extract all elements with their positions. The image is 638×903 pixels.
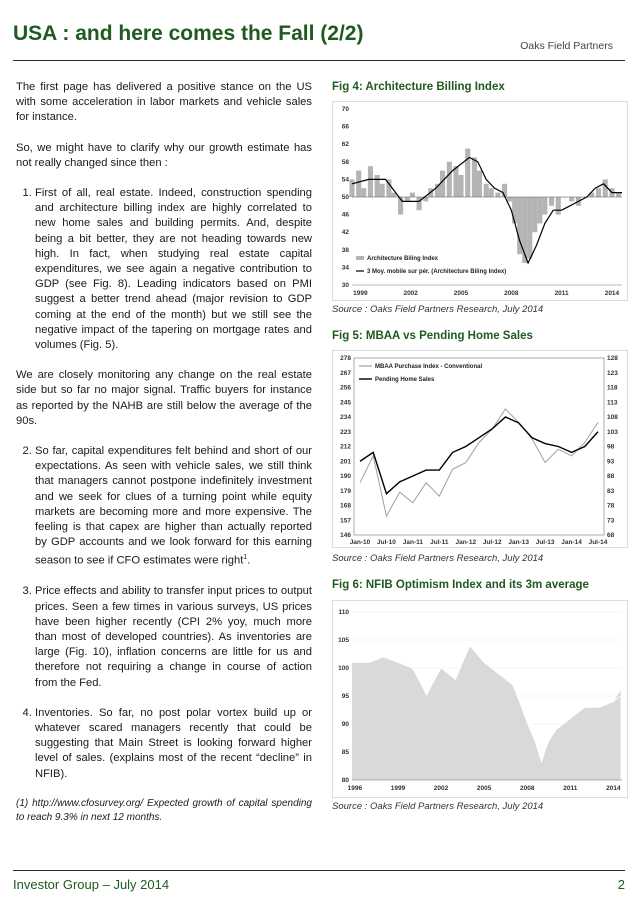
footer-label: Investor Group – July 2014 bbox=[13, 877, 170, 892]
y-right-tick-label: 68 bbox=[607, 532, 615, 539]
x-tick-label: 2014 bbox=[606, 785, 621, 792]
legend-label-pending: Pending Home Sales bbox=[375, 377, 435, 383]
y-tick-label: 42 bbox=[341, 229, 349, 237]
x-tick-label: Jul-11 bbox=[430, 539, 449, 546]
legend-label-line: 3 Moy. mobile sur pér. (Architecture Biling Index) bbox=[367, 269, 507, 275]
bar bbox=[616, 193, 621, 197]
y-right-tick-label: 123 bbox=[607, 369, 618, 377]
y-right-tick-label: 78 bbox=[607, 502, 615, 510]
y-right-tick-label: 93 bbox=[607, 458, 615, 466]
x-tick-label: Jul-13 bbox=[535, 539, 555, 546]
x-tick-label: Jul-12 bbox=[482, 539, 502, 546]
bar bbox=[489, 188, 494, 197]
y-right-tick-label: 128 bbox=[607, 355, 618, 362]
y-left-tick-label: 278 bbox=[340, 355, 351, 362]
legend-label-mbaa: MBAA Purchase Index - Conventional bbox=[375, 364, 483, 370]
fig6-chart bbox=[332, 600, 628, 798]
x-tick-label: 2002 bbox=[433, 785, 449, 792]
y-left-tick-label: 267 bbox=[340, 369, 351, 377]
x-tick-label: 1999 bbox=[390, 785, 406, 792]
fig5-source: Source : Oaks Field Partners Research, July 2014 bbox=[332, 553, 544, 564]
bar bbox=[349, 179, 354, 197]
x-tick-label: 2005 bbox=[453, 290, 469, 297]
page-number: 2 bbox=[617, 877, 625, 892]
x-tick-label: 2005 bbox=[476, 785, 492, 792]
fig4-title: Fig 4: Architecture Billing Index bbox=[332, 81, 505, 93]
bar bbox=[484, 184, 489, 197]
bar bbox=[507, 197, 512, 201]
bar bbox=[380, 184, 385, 197]
bar bbox=[495, 193, 500, 197]
bar bbox=[405, 197, 410, 201]
y-right-tick-label: 108 bbox=[607, 414, 618, 421]
capex-end: . bbox=[247, 555, 251, 568]
fig6-source: Source : Oaks Field Partners Research, July 2014 bbox=[332, 801, 544, 812]
y-left-tick-label: 212 bbox=[340, 443, 351, 451]
x-tick-label: 2008 bbox=[519, 785, 535, 792]
y-right-tick-label: 103 bbox=[607, 428, 618, 436]
bar bbox=[537, 197, 542, 223]
x-tick-label: 1996 bbox=[347, 785, 363, 792]
body-text-column bbox=[16, 80, 312, 840]
bar bbox=[410, 193, 415, 197]
y-tick-label: 80 bbox=[341, 777, 349, 784]
y-left-tick-label: 168 bbox=[340, 502, 351, 510]
y-tick-label: 70 bbox=[341, 106, 349, 113]
paragraph-monitoring: We are closely monitoring any change on the real estate side but so far no major signal. Traffic buyers for instance as reported by the NAHB are still below the average of the 90s. bbox=[16, 369, 312, 427]
y-tick-label: 90 bbox=[341, 721, 349, 728]
y-left-tick-label: 179 bbox=[340, 487, 351, 495]
fig5-chart bbox=[332, 350, 628, 548]
list-item-real-estate: 1. First of all, real estate. Indeed, construction spending and architecture billing index are highly correlated to new home sales and building permits. And, despite being a bit better, they are not heading towards new high. In fact, when studying real estate capital expenditures, we see again a negative contribution to GDP (see Fig. 8). Leading indicators based on PMI suggest a better trend ahead (major revision to GDP coming at the end of the month) but we still see the negative impact of the tapering on mortgage rates and volumes (Fig. 5). bbox=[35, 186, 312, 353]
x-tick-label: Jul-14 bbox=[588, 539, 608, 546]
x-tick-label: 2002 bbox=[403, 290, 418, 297]
y-tick-label: 66 bbox=[341, 123, 349, 131]
header-divider bbox=[13, 60, 625, 61]
y-right-tick-label: 113 bbox=[607, 399, 618, 407]
capex-text: So far, capital expenditures felt behind and short of our expectations. As seen with vehicle sales, we still think that managers cannot postpone indefinitely investment and we seek for clues of a turning point while equity markets are becoming more and more expensive. The feeling is that capex are higher than actually reported by GDP accounts and we look forward for this earning season to see if CFO estimates were right bbox=[35, 445, 312, 568]
footnote: (1) http://www.cfosurvey.org/ Expected growth of capital spending to reach 9.3% in next 12 months. bbox=[16, 797, 312, 823]
bar bbox=[472, 157, 477, 197]
bar bbox=[458, 175, 463, 197]
y-right-tick-label: 118 bbox=[607, 384, 618, 392]
bar bbox=[453, 166, 458, 197]
bar bbox=[361, 188, 366, 197]
y-tick-label: 54 bbox=[341, 176, 349, 184]
bar bbox=[549, 197, 554, 206]
fig4-source: Source : Oaks Field Partners Research, July 2014 bbox=[332, 304, 544, 315]
y-left-tick-label: 223 bbox=[340, 428, 351, 436]
y-right-tick-label: 98 bbox=[607, 443, 615, 451]
y-left-tick-label: 190 bbox=[340, 473, 351, 480]
legend-label-bars: Architecture Biling Index bbox=[367, 256, 439, 262]
reason-list-a bbox=[16, 186, 312, 353]
x-tick-label: Jan-14 bbox=[561, 539, 582, 546]
y-left-tick-label: 256 bbox=[340, 384, 351, 392]
y-tick-label: 95 bbox=[341, 693, 349, 700]
y-right-tick-label: 88 bbox=[607, 473, 615, 480]
paragraph-clarify: So, we might have to clarify why our growth estimate has not really changed since then : bbox=[16, 141, 312, 169]
y-left-tick-label: 146 bbox=[340, 532, 351, 539]
x-tick-label: 2008 bbox=[504, 290, 519, 297]
bar bbox=[465, 149, 470, 197]
bar bbox=[527, 197, 532, 259]
list-item-prices: 3. Price effects and ability to transfer input prices to output prices. Seen a few times in various surveys, US prices have been higher recently (CPI 2% yoy, much more than most of developed countries). As inventories are large (Fig. 10), inflation concerns are little for us and therefore not requiring a change in course of action from the Fed. bbox=[35, 584, 312, 690]
paragraph-intro: The first page has delivered a positive stance on the US with some acceleration in labor markets and vehicle sales for instance. bbox=[16, 81, 312, 124]
bar bbox=[556, 197, 561, 215]
y-tick-label: 100 bbox=[338, 665, 349, 672]
y-right-tick-label: 73 bbox=[607, 517, 615, 525]
x-tick-label: 2011 bbox=[554, 290, 569, 297]
brand-logo-text: Oaks Field Partners bbox=[520, 40, 613, 52]
bar bbox=[375, 175, 380, 197]
x-tick-label: Jan-12 bbox=[455, 539, 477, 546]
y-tick-label: 34 bbox=[341, 264, 349, 272]
y-tick-label: 46 bbox=[341, 211, 349, 219]
y-tick-label: 62 bbox=[341, 141, 349, 149]
y-right-tick-label: 83 bbox=[607, 487, 615, 495]
bar bbox=[532, 197, 537, 232]
list-item-inventories: 4. Inventories. So far, no post polar vortex build up or whatever scared managers recently that could be suggesting that Main Street is looking forward higher level of sales. (explains most of the recent “decline” in NFIB). bbox=[35, 706, 312, 782]
y-tick-label: 38 bbox=[341, 246, 349, 254]
y-tick-label: 110 bbox=[338, 609, 349, 616]
x-tick-label: Jan-11 bbox=[402, 539, 424, 546]
bar bbox=[417, 197, 422, 210]
bar bbox=[368, 166, 373, 197]
bar bbox=[447, 162, 452, 197]
x-tick-label: Jul-10 bbox=[377, 539, 396, 546]
y-tick-label: 50 bbox=[341, 194, 349, 201]
page-title: USA : and here comes the Fall (2/2) bbox=[13, 22, 364, 45]
fig5-title: Fig 5: MBAA vs Pending Home Sales bbox=[332, 330, 533, 342]
x-tick-label: Jan-13 bbox=[508, 539, 529, 546]
x-tick-label: Jan-10 bbox=[349, 539, 371, 546]
footer-divider bbox=[13, 870, 625, 871]
x-tick-label: 2014 bbox=[604, 290, 620, 297]
reason-list-b bbox=[16, 444, 312, 782]
footnote-ref: 1 bbox=[243, 554, 248, 562]
fig6-title: Fig 6: NFIB Optimism Index and its 3m average bbox=[332, 579, 589, 591]
y-tick-label: 58 bbox=[341, 158, 349, 166]
y-tick-label: 30 bbox=[341, 282, 349, 289]
bar bbox=[477, 171, 482, 197]
y-left-tick-label: 201 bbox=[340, 458, 351, 466]
y-left-tick-label: 245 bbox=[340, 399, 351, 407]
fig4-chart bbox=[332, 101, 628, 301]
bar bbox=[542, 197, 547, 215]
x-tick-label: 2011 bbox=[563, 785, 578, 792]
y-left-tick-label: 234 bbox=[340, 414, 351, 421]
y-left-tick-label: 157 bbox=[340, 517, 351, 525]
y-tick-label: 85 bbox=[341, 749, 349, 756]
bar bbox=[356, 171, 361, 197]
bar bbox=[569, 197, 574, 201]
x-tick-label: 1999 bbox=[353, 290, 368, 297]
bar bbox=[512, 197, 517, 223]
list-item-capex bbox=[35, 444, 312, 569]
bar bbox=[596, 188, 601, 197]
legend-swatch-bars bbox=[356, 256, 364, 260]
y-tick-label: 105 bbox=[338, 637, 349, 644]
